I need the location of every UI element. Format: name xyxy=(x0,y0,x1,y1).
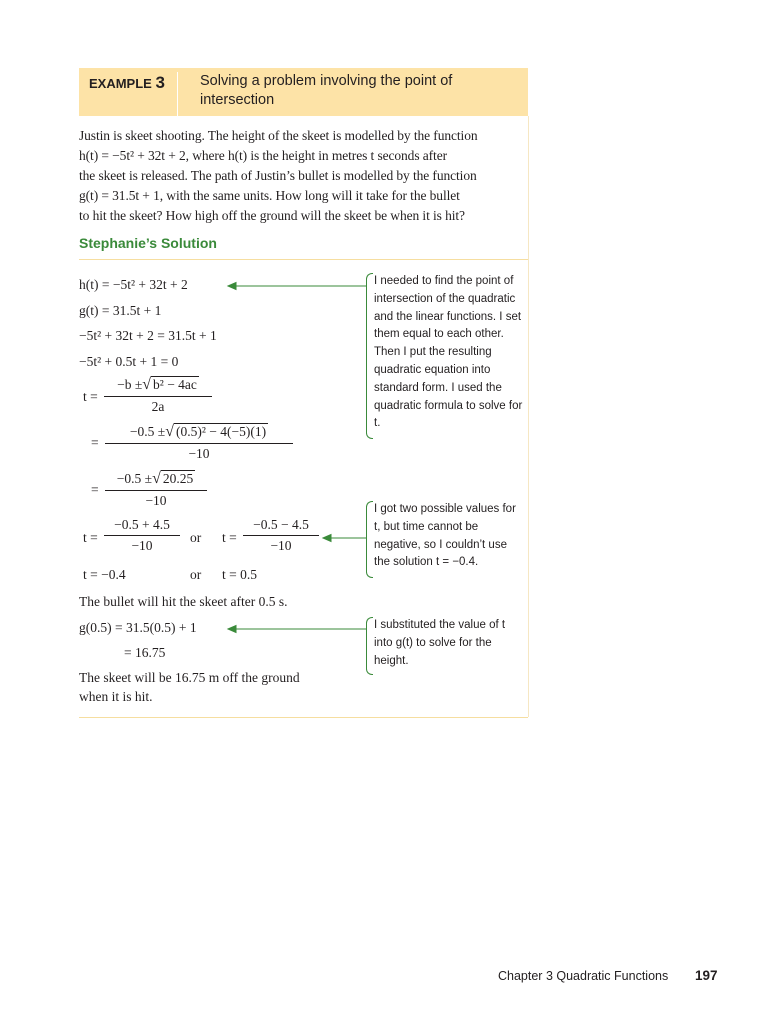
simplified-denominator: −10 xyxy=(145,493,167,508)
example-title: Solving a problem involving the point of intersection xyxy=(200,73,453,108)
root-negative: t = −0.4 xyxy=(83,567,126,582)
g-evaluation: g(0.5) = 31.5(0.5) + 1 xyxy=(79,620,197,635)
intro-line: Justin is skeet shooting. The height of the skeet is modelled by the function xyxy=(79,128,478,143)
intro-line: h(t) = −5t² + 32t + 2, where h(t) is the height in metres t seconds after xyxy=(79,148,447,163)
split-denominator-1: −10 xyxy=(131,538,153,553)
equation-g: g(t) = 31.5t + 1 xyxy=(79,303,162,318)
quadratic-formula-radicand: b² − 4ac xyxy=(153,377,197,392)
substitution-radicand: (0.5)² − 4(−5)(1) xyxy=(175,424,267,439)
simplified-eq-sign: = xyxy=(91,482,99,497)
split-numerator-2: −0.5 − 4.5 xyxy=(243,517,319,536)
statement-height-line2: when it is hit. xyxy=(79,689,153,704)
intro-line: the skeet is released. The path of Justin’s bullet is modelled by the function xyxy=(79,168,477,183)
simplified-num-pre: −0.5 ± xyxy=(116,471,153,486)
substitution-numerator: −0.5 ±√ (0.5)² − 4(−5)(1) xyxy=(105,423,293,444)
intro-line: to hit the skeet? How high off the ground will the skeet be when it is hit? xyxy=(79,208,465,223)
equation-standard-form: −5t² + 0.5t + 1 = 0 xyxy=(79,354,179,369)
page-number: 197 xyxy=(695,968,718,983)
solution-title: Stephanie’s Solution xyxy=(79,235,217,251)
g-evaluation-result: = 16.75 xyxy=(124,645,166,660)
statement-height-line1: The skeet will be 16.75 m off the ground xyxy=(79,670,300,685)
quadratic-formula-numerator: −b ±√ b² − 4ac xyxy=(104,376,212,397)
split-lhs-1: t = xyxy=(83,530,98,545)
quadratic-formula-denominator: 2a xyxy=(151,399,165,414)
statement-time: The bullet will hit the skeet after 0.5 s. xyxy=(79,594,288,609)
quadratic-formula-lhs: t = xyxy=(83,389,98,404)
intro-line: g(t) = 31.5t + 1, with the same units. How long will it take for the bullet xyxy=(79,188,460,203)
arrow-icon xyxy=(228,283,366,290)
split-numerator-1: −0.5 + 4.5 xyxy=(104,517,180,536)
arrow-icon xyxy=(228,626,366,633)
substitution-eq-sign: = xyxy=(91,435,99,450)
margin-note-1-text: I needed to find the point of intersection of the quadratic and the linear functions. I set them equal to each other. Then I put the resulting quadratic equation into standard form. I used the quadratic formula to solve for t. xyxy=(374,275,523,430)
example-label-text: EXAMPLE xyxy=(89,76,152,91)
split-lhs-2: t = xyxy=(222,530,237,545)
arrow-icon xyxy=(323,535,366,542)
simplified-numerator: −0.5 ±√ 20.25 xyxy=(105,470,207,491)
substitution-num-pre: −0.5 ± xyxy=(129,424,166,439)
chapter-footer: Chapter 3 Quadratic Functions xyxy=(498,969,669,983)
quadratic-formula-num-pre: −b ± xyxy=(117,377,143,392)
equation-set-equal: −5t² + 32t + 2 = 31.5t + 1 xyxy=(79,328,217,343)
margin-note-3-text: I substituted the value of t into g(t) to solve for the height. xyxy=(374,619,506,667)
simplified-radicand: 20.25 xyxy=(162,471,194,486)
margin-note-2-text: I got two possible values for t, but time cannot be negative, so I couldn’t use the solution t = −0.4. xyxy=(374,503,516,569)
root-positive: t = 0.5 xyxy=(222,567,257,582)
example-number: 3 xyxy=(155,73,165,92)
split-or: or xyxy=(190,530,202,545)
substitution-denominator: −10 xyxy=(188,446,210,461)
split-denominator-2: −10 xyxy=(270,538,292,553)
equation-h: h(t) = −5t² + 32t + 2 xyxy=(79,277,188,292)
root-or: or xyxy=(190,567,202,582)
